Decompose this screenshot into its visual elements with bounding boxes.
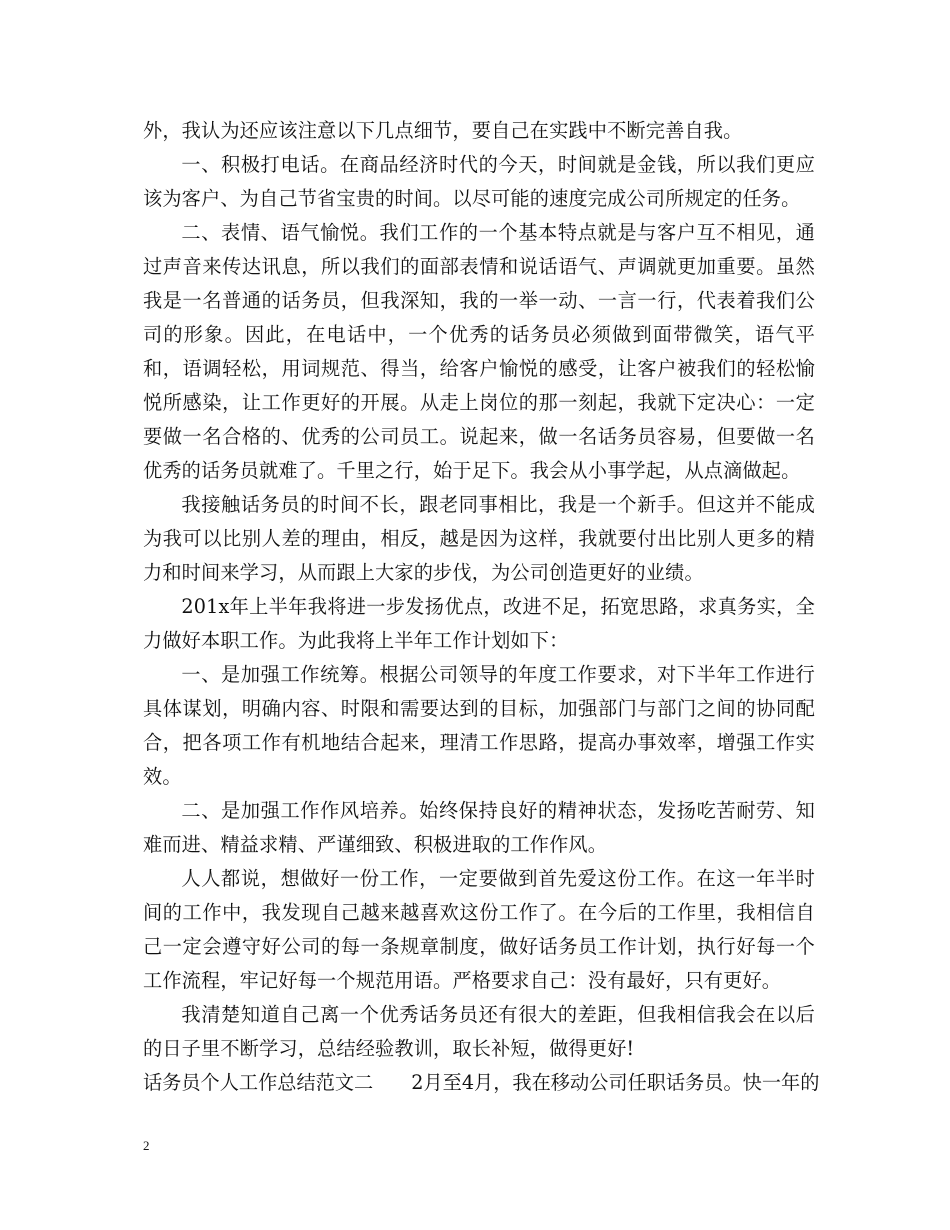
page-number: 2 <box>143 1138 150 1153</box>
paragraph-3: 二、表情、语气愉悦。我们工作的一个基本特点就是与客户互不相见，通过声音来传达讯息，所以我们的面部表情和说话语气、声调就更加重要。虽然我是一名普通的话务员，但我深知，我的一举一动、一言一行，代表着我们公司的形象。因此，在电话中，一个优秀的话务员必须做到面带微笑，语气平和，语调轻松，用词规范、得当，给客户愉悦的感受，让客户被我们的轻松愉悦所感染，让工作更好的开展。从走上岗位的那一刻起，我就下定决心：一定要做一名合格的、优秀的公司员工。说起来，做一名话务员容易，但要做一名优秀的话务员就难了。千里之行，始于足下。我会从小事学起，从点滴做起。 <box>143 221 815 482</box>
section-title: 话务员个人工作总结范文二 <box>143 1071 374 1094</box>
paragraph-8: 人人都说，想做好一份工作，一定要做到首先爱这份工作。在这一年半时间的工作中，我发现自己越来越喜欢这份工作了。在今后的工作里，我相信自己一定会遵守好公司的每一条规章制度，做好话务员工作计划，执行好每一个工作流程，牢记好每一个规范用语。严格要求自己：没有最好，只有更好。 <box>143 867 815 992</box>
section-continuation: 2月至4月，我在移动公司任职话务员。快一年的 <box>411 1071 820 1094</box>
paragraph-5: 201x年上半年我将进一步发扬优点，改进不足，拓宽思路，求真务实，全力做好本职工作。为此我将上半年工作计划如下： <box>143 595 815 652</box>
paragraph-6: 一、是加强工作统筹。根据公司领导的年度工作要求，对下半年工作进行具体谋划，明确内容、时限和需要达到的目标，加强部门与部门之间的协同配合，把各项工作有机地结合起来，理清工作思路，提高办事效率，增强工作实效。 <box>143 663 815 788</box>
section-heading-line <box>143 1066 820 1100</box>
paragraph-7: 二、是加强工作作风培养。始终保持良好的精神状态，发扬吃苦耐劳、知难而进、精益求精、严谨细致、积极进取的工作作风。 <box>143 799 815 856</box>
paragraph-2: 一、积极打电话。在商品经济时代的今天，时间就是金钱，所以我们更应该为客户、为自己节省宝贵的时间。以尽可能的速度完成公司所规定的任务。 <box>143 153 815 210</box>
paragraph-4: 我接触话务员的时间不长，跟老同事相比，我是一个新手。但这并不能成为我可以比别人差的理由，相反，越是因为这样，我就要付出比别人更多的精力和时间来学习，从而跟上大家的步伐，为公司创造更好的业绩。 <box>143 493 815 584</box>
paragraph-1: 外，我认为还应该注意以下几点细节，要自己在实践中不断完善自我。 <box>143 119 743 142</box>
document-body <box>143 114 820 1100</box>
paragraph-9: 我清楚知道自己离一个优秀话务员还有很大的差距，但我相信我会在以后的日子里不断学习，总结经验教训，取长补短，做得更好! <box>143 1003 815 1060</box>
